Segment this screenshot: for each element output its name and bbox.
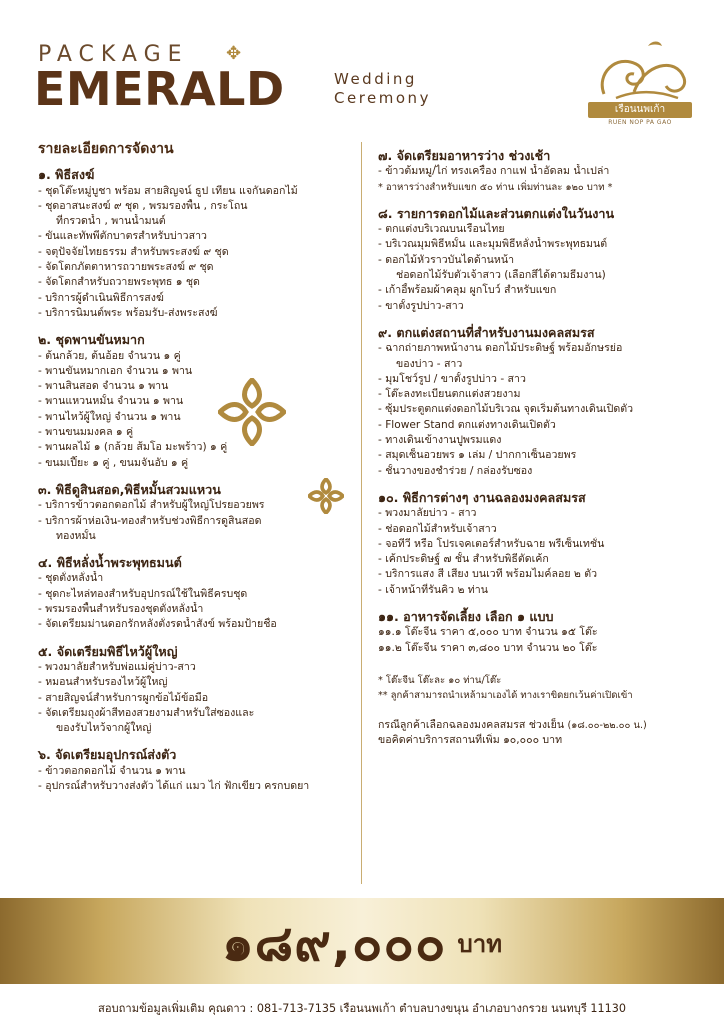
note-line-1: * โต๊ะจีน โต๊ะละ ๑๐ ท่าน/โต๊ะ xyxy=(378,674,502,686)
list-item: - ขันและทัพพีตักบาตรสำหรับบ่าวสาว xyxy=(38,230,207,243)
list-item: - จัดเตรียมถุงผ้าสีทองสวยงามสำหรับใส่ซองและ xyxy=(38,706,255,719)
price-unit: บาท xyxy=(457,930,503,958)
evening-line-2: ขอคิดค่าบริการสถานที่เพิ่ม ๑๐,๐๐๐ บาท xyxy=(378,733,563,746)
list-item: ทองหมั้น xyxy=(56,529,96,542)
section-title: ๑๐. พิธีการต่างๆ งานฉลองมงคลสมรส xyxy=(378,489,586,505)
section xyxy=(378,325,694,479)
list-item: - เก้าอี้พร้อมผ้าคลุม ผูกโบว์ สำหรับแขก xyxy=(378,284,557,297)
section xyxy=(38,555,352,632)
price xyxy=(0,904,724,983)
list-item: - พานขนมมงคล ๑ คู่ xyxy=(38,426,134,439)
list-item: - ชั้นวางของชำร่วย / กล่องรับซอง xyxy=(378,464,533,477)
list-item: - ทางเดินเข้างานปูพรมแดง xyxy=(378,434,502,447)
section xyxy=(378,148,694,195)
list-item: - จอทีวี หรือ โปรเจคเตอร์สำหรับฉาย พรีเซ็นเทชั่น xyxy=(378,537,605,550)
subtitle-line-1: Wedding xyxy=(334,70,417,88)
list-item: - บริการแสง สี เสียง บนเวที พร้อมไมค์ลอย ๒ ตัว xyxy=(378,568,598,581)
sparkle-icon: ✥ xyxy=(226,43,242,64)
list-item: - ข้าวต้มหมู/ไก่ ทรงเครื่อง กาแฟ น้ำอัดลม น้ำเปล่า xyxy=(378,165,610,178)
list-item: - ขาตั้งรูปบ่าว-สาว xyxy=(378,299,464,312)
list-item: - อุปกรณ์สำหรับวางส่งตัว ได้แก่ แมว ไก่ ฟักเขียว ครกบดยา xyxy=(38,779,310,792)
list-item: - พวงมาลัยบ่าว - สาว xyxy=(378,507,477,520)
logo-subtitle: RUEN NOP PA GAO xyxy=(608,119,672,126)
list-item: ช่อดอกไม้รับตัวเจ้าสาว (เลือกสีได้ตามธีมงาน) xyxy=(396,269,606,282)
left-sections xyxy=(38,167,352,794)
section xyxy=(38,482,352,544)
list-item: - ข้าวตอกดอกไม้ จำนวน ๑ พาน xyxy=(38,764,186,777)
section-title: ๗. จัดเตรียมอาหารว่าง ช่วงเช้า xyxy=(378,148,551,163)
right-sections xyxy=(378,148,694,656)
evening-line-1 xyxy=(378,718,694,733)
section xyxy=(38,747,352,794)
list-item: - ช่อดอกไม้สำหรับเจ้าสาว xyxy=(378,522,497,535)
list-item: - หมอนสำหรับรองไหว้ผู้ใหญ่ xyxy=(38,676,168,689)
list-item: - ซุ้มประตูตกแต่งดอกไม้บริเวณ จุดเริ่มต้นทางเดินเปิดตัว xyxy=(378,403,634,416)
list-item: - บริการผู้ดำเนินพิธีการสงฆ์ xyxy=(38,291,164,304)
section xyxy=(38,644,352,737)
list-item: - เค้กประดิษฐ์ ๗ ชั้น สำหรับพิธีตัดเค้ก xyxy=(378,553,549,566)
list-item: - บริการนิมนต์พระ พร้อมรับ-ส่งพระสงฆ์ xyxy=(38,306,218,319)
list-item: - พานแหวนหมั้น จำนวน ๑ พาน xyxy=(38,395,184,408)
list-item: - พรมรองพื้นสำหรับรองชุดตั่งหลั่งน้ำ xyxy=(38,603,204,616)
section-title: ๙. ตกแต่งสถานที่สำหรับงานมงคลสมรส xyxy=(378,324,595,340)
list-item: - ชุดตั่งหลั่งน้ำ xyxy=(38,572,104,585)
list-item: - มุมโชว์รูป / ขาตั้งรูปบ่าว - สาว xyxy=(378,372,526,385)
list-item: - จัดเตรียมม่านดอกรักหลังตั่งรดน้ำสังข์ พร้อมป้ายชื่อ xyxy=(38,618,277,631)
list-item: ที่กรวดน้ำ , พานน้ำมนต์ xyxy=(56,215,166,228)
section-title: ๕. จัดเตรียมพิธีไหว้ผู้ใหญ่ xyxy=(38,643,178,659)
list-item: - ต้นกล้วย, ต้นอ้อย จำนวน ๑ คู่ xyxy=(38,349,181,362)
list-item: - ฉากถ่ายภาพหน้างาน ดอกไม้ประดิษฐ์ พร้อมอักษรย่อ xyxy=(378,342,623,355)
list-item: ๑๑.๑ โต๊ะจีน ราคา ๕,๐๐๐ บาท จำนวน ๑๕ โต๊ะ xyxy=(378,626,598,639)
package-name: EMERALD xyxy=(34,62,285,116)
evening-text: กรณีลูกค้าเลือกฉลองมงคลสมรส ช่วงเย็น xyxy=(378,718,565,731)
section-title: ๑. พิธีสงฆ์ xyxy=(38,167,95,183)
list-item: - ตกแต่งบริเวณบนเรือนไทย xyxy=(378,223,505,236)
list-item: - พานผลไม้ ๑ (กล้วย ส้มโอ มะพร้าว) ๑ คู่ xyxy=(38,441,228,454)
list-item: - ขนมเปี๊ยะ ๑ คู่ , ขนมจันอับ ๑ คู่ xyxy=(38,456,189,469)
list-item: - จตุปัจจัยไทยธรรม สำหรับพระสงฆ์ ๙ ชุด xyxy=(38,245,229,258)
section-title: ๒. ชุดพานขันหมาก xyxy=(38,332,145,348)
list-item: * อาหารว่างสำหรับแขก ๕๐ ท่าน เพิ่มท่านละ ๑๒๐ บาท * xyxy=(378,181,613,193)
details-title: รายละเอียดการจัดงาน xyxy=(38,141,174,157)
section xyxy=(38,167,352,321)
package-subtitle xyxy=(334,70,431,108)
list-item: - ชุดอาสนะสงฆ์ ๙ ชุด , พรมรองพื้น , กระโถน xyxy=(38,199,248,212)
contact-footer: สอบถามข้อมูลเพิ่มเติม คุณดาว : 081-713-7135 เรือนนพเก้า ตำบลบางขนุน อำเภอบางกรวย นนทบุรี 11130 xyxy=(97,1002,627,1015)
list-item: - ชุดโต๊ะหมู่บูชา พร้อม สายสิญจน์ ธูป เทียน แจกันดอกไม้ xyxy=(38,184,298,197)
logo-name: เรือนนพเก้า xyxy=(588,102,692,118)
list-item: - สมุดเซ็นอวยพร ๑ เล่ม / ปากกาเซ็นอวยพร xyxy=(378,449,577,462)
section-title: ๘. รายการดอกไม้และส่วนตกแต่งในวันงาน xyxy=(378,205,615,221)
section-title: ๖. จัดเตรียมอุปกรณ์ส่งตัว xyxy=(38,747,177,763)
section xyxy=(378,609,694,656)
section xyxy=(378,490,694,598)
list-item: ของบ่าว - สาว xyxy=(396,357,463,370)
list-item: - จัดโตกภัตตาหารถวายพระสงฆ์ ๙ ชุด xyxy=(38,261,214,274)
section xyxy=(378,206,694,314)
list-item: - พานขันหมากเอก จำนวน ๑ พาน xyxy=(38,364,193,377)
section-title: ๓. พิธีดูสินสอด,พิธีหมั้นสวมแหวน xyxy=(38,481,221,497)
evening-time: (๑๘.๐๐-๒๒.๐๐ น.) xyxy=(567,719,647,731)
subtitle-line-2: Ceremony xyxy=(334,89,431,107)
package-word: PACKAGE xyxy=(38,42,189,67)
section-title: ๔. พิธีหลั่งน้ำพระพุทธมนต์ xyxy=(38,555,182,571)
list-item: - บริการข้าวตอกดอกไม้ สำหรับผู้ใหญ่โปรยอวยพร xyxy=(38,499,265,512)
list-item: - พวงมาลัยสำหรับพ่อแม่คู่บ่าว-สาว xyxy=(38,660,196,673)
list-item: - ชุดกะไหล่ทองสำหรับอุปกรณ์ใช้ในพิธีครบชุด xyxy=(38,587,248,600)
left-column xyxy=(38,142,352,805)
right-column xyxy=(378,142,694,748)
note-line-2: ** ลูกค้าสามารถนำเหล้ามาเองได้ ทางเราขิดยกเว้นค่าเปิดเข้า xyxy=(378,690,633,702)
flower-ornament-icon xyxy=(218,378,286,446)
list-item: ๑๑.๒ โต๊ะจีน ราคา ๓,๘๐๐ บาท จำนวน ๒๐ โต๊ะ xyxy=(378,641,598,654)
list-item: - สายสิญจน์สำหรับการผูกข้อไม้ข้อมือ xyxy=(38,691,209,704)
list-item: - พานสินสอด จำนวน ๑ พาน xyxy=(38,380,169,393)
section-title: ๑๑. อาหารจัดเลี้ยง เลือก ๑ แบบ xyxy=(378,609,554,625)
list-item: - บริเวณมุมพิธีหมั้น และมุมพิธีหลั่งน้ำพระพุทธมนต์ xyxy=(378,238,608,251)
list-item: - จัดโตกสำหรับถวายพระพุทธ ๑ ชุด xyxy=(38,276,200,289)
column-divider xyxy=(361,142,362,884)
list-item: - โต๊ะลงทะเบียนตกแต่งสวยงาม xyxy=(378,388,521,401)
list-item: - บริการผ้าห่อเงิน-ทองสำหรับช่วงพิธีการดูสินสอด xyxy=(38,514,262,527)
price-amount: ๑๘๙,๐๐๐ xyxy=(221,914,447,972)
list-item: - พานไหว้ผู้ใหญ่ จำนวน ๑ พาน xyxy=(38,410,181,423)
list-item: - เจ้าหน้าที่รันคิว ๒ ท่าน xyxy=(378,583,488,596)
list-item: ของรับไหว้จากผู้ใหญ่ xyxy=(56,722,152,735)
list-item: - ดอกไม้หัวราวบันไดด้านหน้า xyxy=(378,253,515,266)
section xyxy=(38,332,352,471)
flower-ornament-small-icon xyxy=(308,478,344,514)
list-item: - Flower Stand ตกแต่งทางเดินเปิดตัว xyxy=(378,418,556,431)
